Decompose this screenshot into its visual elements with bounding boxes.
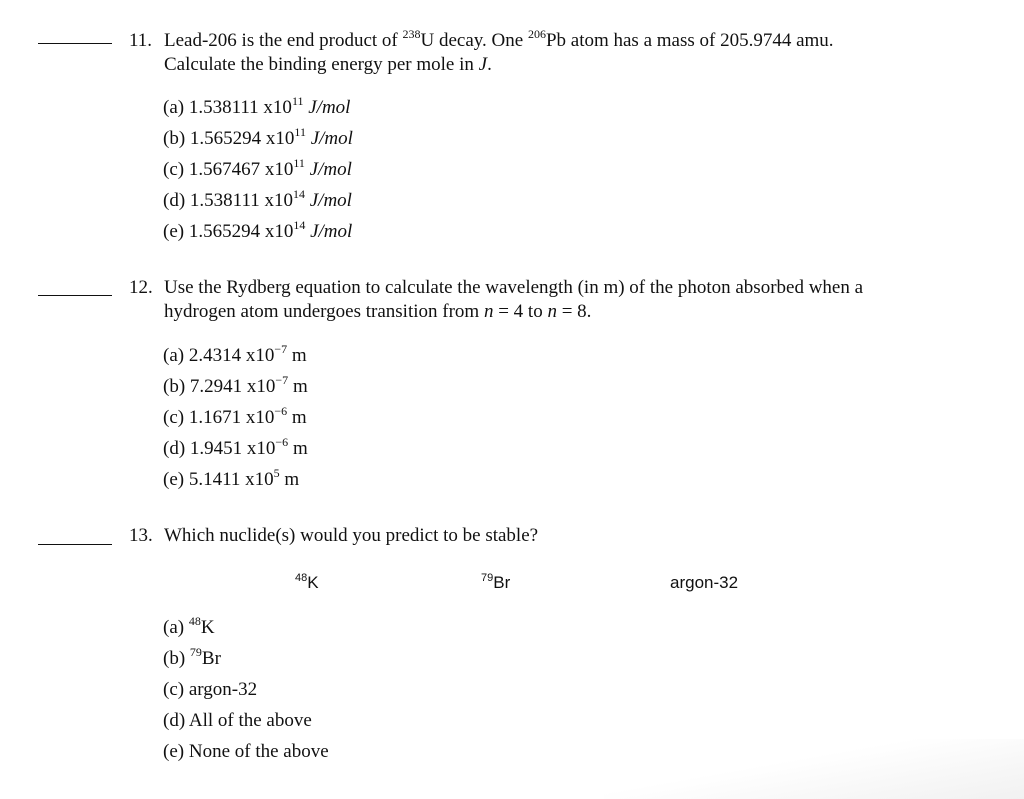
q13-option-a: (a) $^{48}$K <box>163 614 215 638</box>
answer-blank-12[interactable] <box>38 295 112 296</box>
q11-option-e: (e) 1.565294 $x10^{14}$ J/mol <box>163 218 353 242</box>
q11-option-b: (b) 1.565294 $x10^{11}$ J/mol <box>163 125 353 149</box>
q12-option-a: (a) 2.4314 $x10^{-7}$ m <box>163 342 307 366</box>
answer-blank-13[interactable] <box>38 544 112 545</box>
nuclide-potassium-48: $^{48}$K <box>295 572 319 592</box>
question-13-text-line1: Which nuclide(s) would you predict to be stable? <box>164 525 539 546</box>
page-edge-shadow <box>604 739 1024 799</box>
question-number-12: 12. <box>129 277 153 298</box>
question-11-text-line1: Lead-206 is the end product of $^{238}$U decay. One $^{206}$Pb atom has a mass of 205.9744 amu. <box>164 27 834 51</box>
q11-option-d: (d) 1.538111 $x10^{14}$ J/mol <box>163 187 352 211</box>
q11-option-a: (a) 1.538111 $x10^{11}$ J/mol <box>163 94 351 118</box>
q13-option-e: (e) None of the above <box>163 741 329 762</box>
q13-option-b: (b) $^{79}$Br <box>163 645 221 669</box>
question-number-11: 11. <box>129 30 153 51</box>
q12-option-c: (c) 1.1671 $x10^{-6}$ m <box>163 404 307 428</box>
answer-blank-11[interactable] <box>38 43 112 44</box>
question-number-13: 13. <box>129 525 153 546</box>
q13-option-c: (c) argon-32 <box>163 679 258 700</box>
question-12-text-line2: hydrogen atom undergoes transition from n = 4 to n = 8. <box>164 301 592 322</box>
question-11-text-line2: Calculate the binding energy per mole in J. <box>164 54 492 75</box>
q13-option-d: (d) All of the above <box>163 710 312 731</box>
q12-option-e: (e) 5.1411 $x10^5$ m <box>163 466 300 490</box>
question-12-text-line1: Use the Rydberg equation to calculate the wavelength (in m) of the photon absorbed when a <box>164 277 864 298</box>
nuclide-bromine-79: $^{79}$Br <box>481 572 511 592</box>
q11-option-c: (c) 1.567467 $x10^{11}$ J/mol <box>163 156 352 180</box>
q12-option-b: (b) 7.2941 $x10^{-7}$ m <box>163 373 308 397</box>
nuclide-argon-32: argon-32 <box>670 573 739 592</box>
q12-option-d: (d) 1.9451 $x10^{-6}$ m <box>163 435 308 459</box>
